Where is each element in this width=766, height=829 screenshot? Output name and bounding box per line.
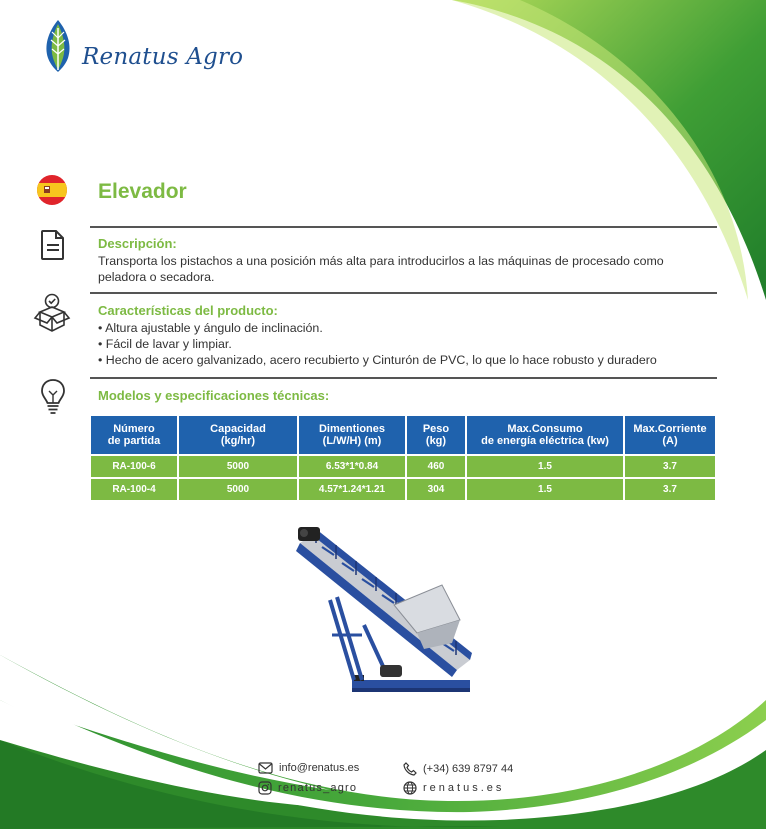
document-icon	[40, 229, 66, 261]
table-cell: 4.57*1.24*1.21	[299, 479, 405, 500]
table-row	[91, 456, 715, 477]
phone-text: (+34) 639 8797 44	[423, 763, 514, 775]
description-line: peladora o secadora.	[98, 270, 215, 284]
contact-phone[interactable]	[403, 762, 513, 776]
specs-table	[89, 414, 717, 502]
list-item: • Hecho de acero galvanizado, acero recubierto y Cinturón de PVC, lo que lo hace robusto y duradero	[98, 353, 657, 367]
product-box-icon	[30, 292, 74, 336]
table-cell: 3.7	[625, 456, 715, 477]
table-cell: 6.53*1*0.84	[299, 456, 405, 477]
column-header: Capacidad (kg/hr)	[179, 416, 297, 454]
column-header: Número de partida	[91, 416, 177, 454]
table-cell: 1.5	[467, 479, 623, 500]
description-heading: Descripción:	[98, 236, 177, 251]
table-row	[91, 479, 715, 500]
column-header: Max.Corriente (A)	[625, 416, 715, 454]
elevator-machine-image	[292, 525, 477, 700]
brand-logo	[40, 18, 243, 74]
table-cell: 3.7	[625, 479, 715, 500]
table-cell: RA-100-4	[91, 479, 177, 500]
leaf-logo-icon	[40, 18, 76, 74]
column-header: Max.Consumo de energía eléctrica (kw)	[467, 416, 623, 454]
features-heading: Características del producto:	[98, 303, 278, 318]
instagram-text: renatus_agro	[278, 782, 358, 794]
table-cell: 5000	[179, 479, 297, 500]
divider-models	[90, 377, 717, 379]
globe-icon	[403, 781, 417, 795]
mail-icon	[258, 762, 273, 774]
list-item: • Fácil de lavar y limpiar.	[98, 337, 232, 351]
models-heading: Modelos y especificaciones técnicas:	[98, 388, 330, 403]
table-cell: RA-100-6	[91, 456, 177, 477]
column-header: Peso (kg)	[407, 416, 465, 454]
features-list	[98, 320, 657, 368]
divider-features	[90, 292, 717, 294]
website-text: renatus.es	[423, 782, 505, 794]
list-item: • Altura ajustable y ángulo de inclinación.	[98, 321, 323, 335]
spain-flag-icon	[36, 174, 68, 206]
brand-name: Renatus Agro	[82, 44, 244, 70]
table-cell: 304	[407, 479, 465, 500]
phone-icon	[403, 762, 417, 776]
table-cell: 460	[407, 456, 465, 477]
table-header-row	[91, 416, 715, 454]
contact-website[interactable]	[403, 781, 504, 795]
lightbulb-icon	[38, 377, 68, 417]
contact-email[interactable]	[258, 762, 359, 774]
divider-description	[90, 226, 717, 228]
column-header: Dimentiones (L/W/H) (m)	[299, 416, 405, 454]
product-title: Elevador	[98, 180, 187, 203]
description-line: Transporta los pistachos a una posición más alta para introducirlos a las máquinas de procesado como	[98, 254, 664, 268]
instagram-icon	[258, 781, 272, 795]
table-cell: 5000	[179, 456, 297, 477]
table-cell: 1.5	[467, 456, 623, 477]
contact-instagram[interactable]	[258, 781, 357, 795]
email-text: info@renatus.es	[279, 762, 360, 774]
description-text	[98, 253, 664, 285]
